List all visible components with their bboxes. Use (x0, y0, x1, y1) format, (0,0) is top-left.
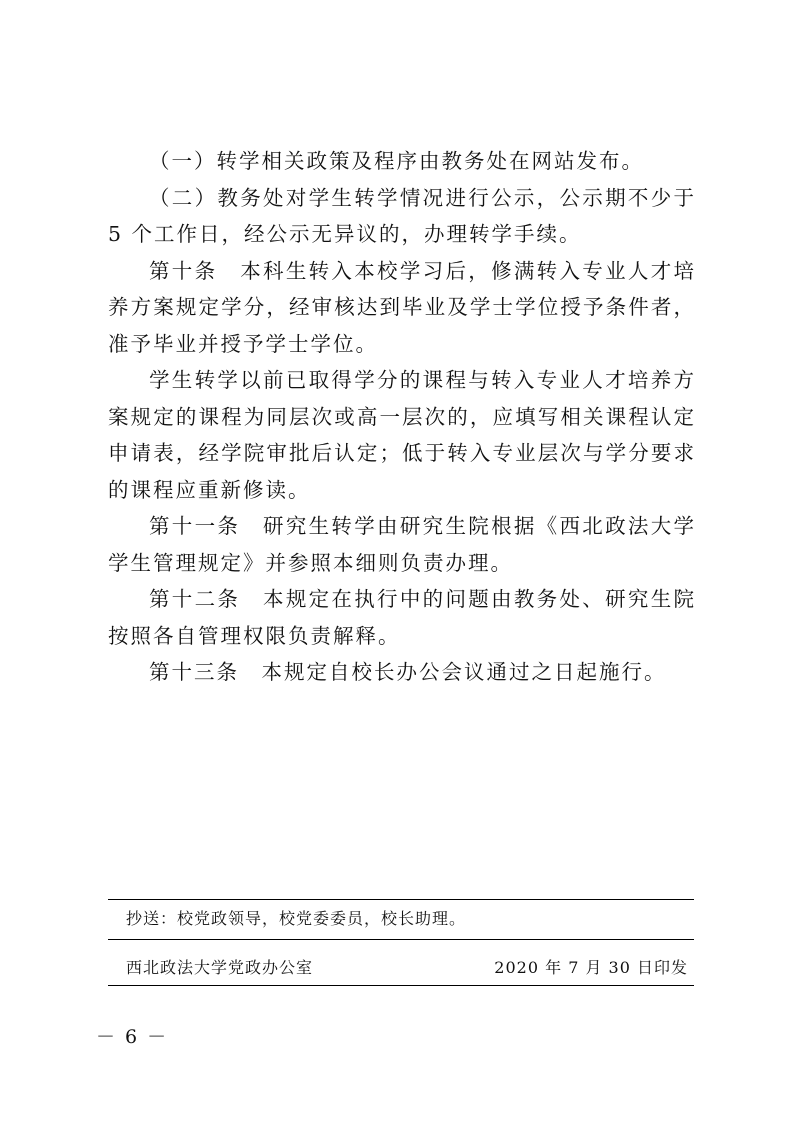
paragraph-article-13: 第十三条 本规定自校长办公会议通过之日起施行。 (149, 660, 667, 684)
page-number: － 6 － (96, 1026, 169, 1048)
paragraph-transfer-policy-publish: （一）转学相关政策及程序由教务处在网站发布。 (149, 149, 644, 173)
document-body (108, 143, 696, 691)
paragraph-article-12: 第十二条 本规定在执行中的问题由教务处、研究生院按照各自管理权限负责解释。 (108, 587, 696, 648)
footer-middle-rule (108, 939, 694, 940)
paragraph-transfer-publicity: （二）教务处对学生转学情况进行公示，公示期不少于 5 个工作日，经公示无异议的，办理转学手续。 (108, 185, 696, 246)
issuing-office: 西北政法大学党政办公室 (126, 958, 314, 977)
paragraph-article-11: 第十一条 研究生转学由研究生院根据《西北政法大学学生管理规定》并参照本细则负责办理。 (108, 514, 696, 575)
footer-bottom-rule (108, 985, 694, 986)
paragraph-credit-recognition: 学生转学以前已取得学分的课程与转入专业人才培养方案规定的课程为同层次或高一层次的，应填写相关课程认定申请表，经学院审批后认定；低于转入专业层次与学分要求的课程应重新修读。 (108, 368, 696, 502)
print-date: 2020 年 7 月 30 日印发 (494, 958, 688, 977)
paragraph-article-10: 第十条 本科生转入本校学习后，修满转入专业人才培养方案规定学分，经审核达到毕业及学士学位授予条件者，准予毕业并授予学士学位。 (108, 258, 696, 356)
footer-top-rule (108, 899, 694, 900)
cc-recipients: 抄送：校党政领导，校党委委员，校长助理。 (126, 909, 467, 928)
